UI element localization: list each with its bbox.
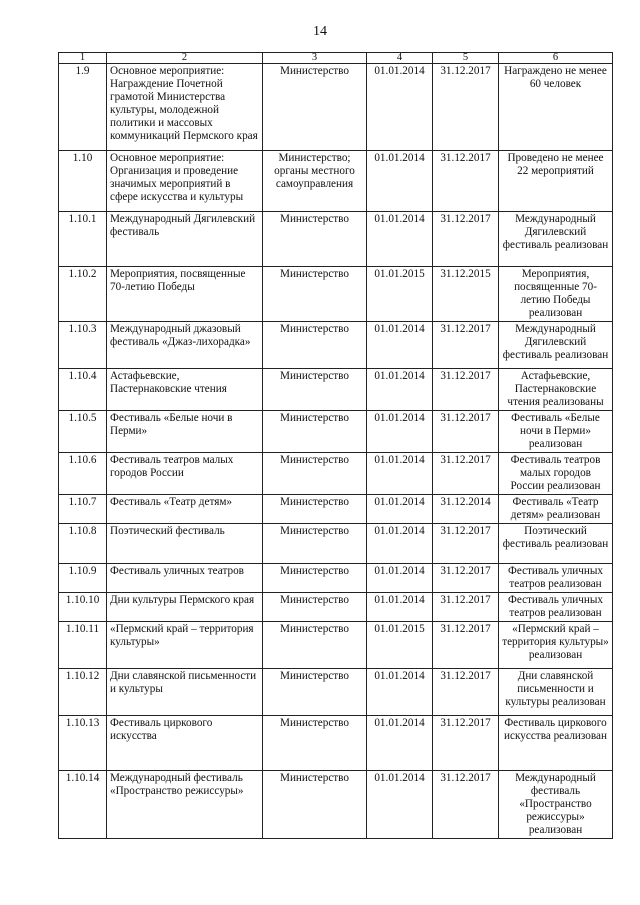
end-date-cell: 31.12.2017	[433, 369, 499, 411]
row-number-cell: 1.10.2	[59, 267, 107, 322]
row-number-cell: 1.10.8	[59, 524, 107, 564]
start-date-cell: 01.01.2014	[367, 64, 433, 151]
end-date-cell: 31.12.2017	[433, 64, 499, 151]
start-date-cell: 01.01.2014	[367, 495, 433, 524]
expected-result-cell: Проведено не менее 22 мероприятий	[499, 151, 613, 212]
executor-cell: Министерство	[263, 593, 367, 622]
column-header: 4	[367, 53, 433, 64]
expected-result-cell: Фестиваль «Белые ночи в Перми» реализован	[499, 411, 613, 453]
end-date-cell: 31.12.2017	[433, 524, 499, 564]
executor-cell: Министерство	[263, 267, 367, 322]
end-date-cell: 31.12.2017	[433, 453, 499, 495]
row-number-cell: 1.10.5	[59, 411, 107, 453]
expected-result-cell: Международный Дягилевский фестиваль реализован	[499, 212, 613, 267]
event-name-cell: Международный фестиваль «Пространство режиссуры»	[107, 771, 263, 839]
executor-cell: Министерство	[263, 411, 367, 453]
executor-cell: Министерство	[263, 669, 367, 716]
executor-cell: Министерство	[263, 495, 367, 524]
end-date-cell: 31.12.2017	[433, 322, 499, 369]
expected-result-cell: Международный Дягилевский фестиваль реализован	[499, 322, 613, 369]
event-name-cell: Фестиваль уличных театров	[107, 564, 263, 593]
end-date-cell: 31.12.2014	[433, 495, 499, 524]
event-name-cell: Дни славянской письменности и культуры	[107, 669, 263, 716]
column-header: 2	[107, 53, 263, 64]
row-number-cell: 1.10.12	[59, 669, 107, 716]
start-date-cell: 01.01.2014	[367, 524, 433, 564]
event-name-cell: Фестиваль театров малых городов России	[107, 453, 263, 495]
event-name-cell: Международный джазовый фестиваль «Джаз-лихорадка»	[107, 322, 263, 369]
table-row	[59, 564, 613, 593]
end-date-cell: 31.12.2017	[433, 411, 499, 453]
event-name-cell: Основное мероприятие: Награждение Почетной грамотой Министерства культуры, молодежной политики и массовых коммуникаций Пермского края	[107, 64, 263, 151]
table-row	[59, 453, 613, 495]
start-date-cell: 01.01.2014	[367, 716, 433, 771]
table-header-row	[59, 53, 613, 64]
table-row	[59, 369, 613, 411]
start-date-cell: 01.01.2015	[367, 267, 433, 322]
column-header: 1	[59, 53, 107, 64]
event-name-cell: Мероприятия, посвященные 70-летию Победы	[107, 267, 263, 322]
row-number-cell: 1.10.6	[59, 453, 107, 495]
end-date-cell: 31.12.2017	[433, 716, 499, 771]
end-date-cell: 31.12.2015	[433, 267, 499, 322]
start-date-cell: 01.01.2014	[367, 771, 433, 839]
expected-result-cell: «Пермский край – территория культуры» реализован	[499, 622, 613, 669]
event-name-cell: Фестиваль циркового искусства	[107, 716, 263, 771]
event-name-cell: Астафьевские, Пастернаковские чтения	[107, 369, 263, 411]
executor-cell: Министерство	[263, 322, 367, 369]
expected-result-cell: Дни славянской письменности и культуры реализован	[499, 669, 613, 716]
event-name-cell: Дни культуры Пермского края	[107, 593, 263, 622]
table-row	[59, 622, 613, 669]
table-row	[59, 495, 613, 524]
expected-result-cell: Фестиваль циркового искусства реализован	[499, 716, 613, 771]
table-body	[59, 64, 613, 839]
events-table	[58, 52, 613, 839]
end-date-cell: 31.12.2017	[433, 151, 499, 212]
row-number-cell: 1.10.4	[59, 369, 107, 411]
start-date-cell: 01.01.2014	[367, 453, 433, 495]
start-date-cell: 01.01.2014	[367, 369, 433, 411]
row-number-cell: 1.10.1	[59, 212, 107, 267]
event-name-cell: «Пермский край – территория культуры»	[107, 622, 263, 669]
end-date-cell: 31.12.2017	[433, 564, 499, 593]
executor-cell: Министерство	[263, 64, 367, 151]
row-number-cell: 1.10.10	[59, 593, 107, 622]
table-row	[59, 267, 613, 322]
expected-result-cell: Фестиваль уличных театров реализован	[499, 564, 613, 593]
end-date-cell: 31.12.2017	[433, 212, 499, 267]
table-row	[59, 322, 613, 369]
executor-cell: Министерство	[263, 369, 367, 411]
executor-cell: Министерство	[263, 212, 367, 267]
end-date-cell: 31.12.2017	[433, 669, 499, 716]
table-row	[59, 669, 613, 716]
start-date-cell: 01.01.2014	[367, 151, 433, 212]
start-date-cell: 01.01.2014	[367, 212, 433, 267]
executor-cell: Министерство	[263, 622, 367, 669]
row-number-cell: 1.10.13	[59, 716, 107, 771]
executor-cell: Министерство	[263, 564, 367, 593]
start-date-cell: 01.01.2014	[367, 593, 433, 622]
start-date-cell: 01.01.2014	[367, 411, 433, 453]
column-header: 3	[263, 53, 367, 64]
event-name-cell: Международный Дягилевский фестиваль	[107, 212, 263, 267]
table-row	[59, 151, 613, 212]
row-number-cell: 1.10	[59, 151, 107, 212]
expected-result-cell: Фестиваль театров малых городов России реализован	[499, 453, 613, 495]
table-row	[59, 771, 613, 839]
page-number: 14	[313, 24, 327, 39]
row-number-cell: 1.10.11	[59, 622, 107, 669]
table-row	[59, 64, 613, 151]
end-date-cell: 31.12.2017	[433, 593, 499, 622]
event-name-cell: Поэтический фестиваль	[107, 524, 263, 564]
row-number-cell: 1.10.14	[59, 771, 107, 839]
executor-cell: Министерство	[263, 524, 367, 564]
row-number-cell: 1.10.7	[59, 495, 107, 524]
column-header: 5	[433, 53, 499, 64]
table-row	[59, 212, 613, 267]
start-date-cell: 01.01.2014	[367, 564, 433, 593]
expected-result-cell: Фестиваль «Театр детям» реализован	[499, 495, 613, 524]
executor-cell: Министерство	[263, 771, 367, 839]
start-date-cell: 01.01.2014	[367, 669, 433, 716]
executor-cell: Министерство	[263, 716, 367, 771]
table-row	[59, 716, 613, 771]
event-name-cell: Фестиваль «Театр детям»	[107, 495, 263, 524]
executor-cell: Министерство; органы местного самоуправления	[263, 151, 367, 212]
column-header: 6	[499, 53, 613, 64]
start-date-cell: 01.01.2014	[367, 322, 433, 369]
row-number-cell: 1.10.9	[59, 564, 107, 593]
expected-result-cell: Астафьевские, Пастернаковские чтения реализованы	[499, 369, 613, 411]
expected-result-cell: Фестиваль уличных театров реализован	[499, 593, 613, 622]
event-name-cell: Фестиваль «Белые ночи в Перми»	[107, 411, 263, 453]
start-date-cell: 01.01.2015	[367, 622, 433, 669]
executor-cell: Министерство	[263, 453, 367, 495]
table-row	[59, 524, 613, 564]
expected-result-cell: Мероприятия, посвященные 70-летию Победы реализован	[499, 267, 613, 322]
table-row	[59, 593, 613, 622]
expected-result-cell: Поэтический фестиваль реализован	[499, 524, 613, 564]
row-number-cell: 1.10.3	[59, 322, 107, 369]
end-date-cell: 31.12.2017	[433, 622, 499, 669]
table-row	[59, 411, 613, 453]
expected-result-cell: Награждено не менее 60 человек	[499, 64, 613, 151]
end-date-cell: 31.12.2017	[433, 771, 499, 839]
expected-result-cell: Международный фестиваль «Пространство режиссуры» реализован	[499, 771, 613, 839]
event-name-cell: Основное мероприятие: Организация и проведение значимых мероприятий в сфере искусства и культуры	[107, 151, 263, 212]
row-number-cell: 1.9	[59, 64, 107, 151]
